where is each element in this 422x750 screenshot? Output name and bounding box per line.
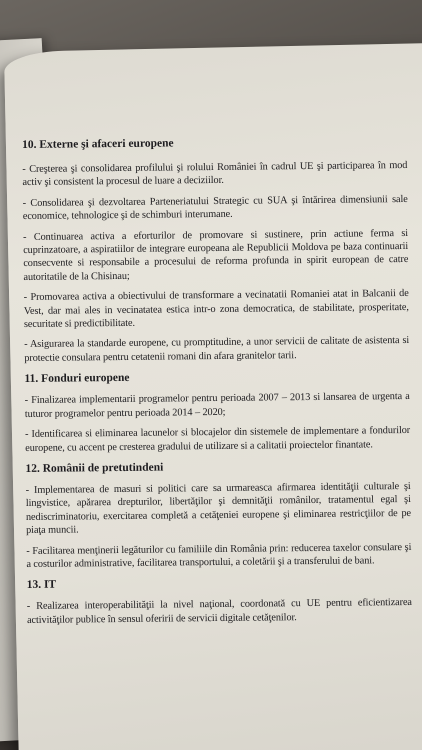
list-item: - Implementarea de masuri si politici care sa urmareasca afirmarea identităţii culturale şi lingvistice, apărarea drepturilor, libertăţilor şi demnităţii românilor, tratamentul egal şi nediscriminatoriu, exercitarea completă a cetăţeniei europene şi eliminarea restricţiilor de pe piaţa muncii. <box>25 480 412 537</box>
section-heading: 13. IT <box>26 579 57 592</box>
list-item: - Asigurarea la standarde europene, cu promptitudine, a unor servicii de calitate de asistenta si protectie consulara pentru cetatenii romani din afara granitelor tarii. <box>24 335 410 364</box>
section-heading: 12. Românii de pretutindeni <box>25 461 164 475</box>
list-item: - Continuarea activa a eforturilor de promovare si sustinere, prin actiune ferma si cuprinzatoare, a aspiratiilor de integrare europeana ale Republicii Moldova pe baza continuarii consecvente si responsabile a procesului de reforma profunda in spirit european de catre autoritatile de la Chisinau; <box>22 227 409 283</box>
document-content <box>22 134 412 634</box>
section-heading: 10. Externe şi afaceri europene <box>22 137 174 151</box>
section-heading: 11. Fonduri europene <box>24 372 130 386</box>
list-item: - Identificarea si eliminarea lacunelor si blocajelor din sistemele de implementare a fondurilor europene, cu accent pe cresterea gradului de utilizare si a calitatii proiectelor finantate. <box>25 425 411 454</box>
list-item: - Promovarea activa a obiectivului de transformare a vecinatatii Romaniei atat in Balcanii de Vest, dar mai ales in vecinatatea estica intr-o zona democratica, de stabilitate, prosperitate, securitate si predictibilitate. <box>23 288 409 331</box>
list-item: - Creşterea şi consolidarea profilului şi rolului României în cadrul UE şi participarea în mod activ şi consistent la procesul de luare a deciziilor. <box>22 159 408 189</box>
list-item: - Consolidarea şi dezvoltarea Parteneriatului Strategic cu SUA şi întărirea dimensiunii sale economice, tehnologice şi de schimburi interumane. <box>22 193 408 223</box>
list-item: - Finalizarea implementarii programelor pentru perioada 2007 – 2013 si lansarea de urgenta a tuturor programelor pentru perioada 2014 – 2020; <box>24 391 410 420</box>
list-item: - Realizarea interoperabilităţii la nivel naţional, coordonată cu UE pentru eficientizarea activităţilor publice în sensul oferirii de servicii digitale cetăţenilor. <box>26 597 412 626</box>
list-item: - Facilitarea menţinerii legăturilor cu familiile din România prin: reducerea taxelor consulare şi a costurilor administrative, facilitarea transportului, a coletării şi a transferului de bani. <box>26 541 412 570</box>
